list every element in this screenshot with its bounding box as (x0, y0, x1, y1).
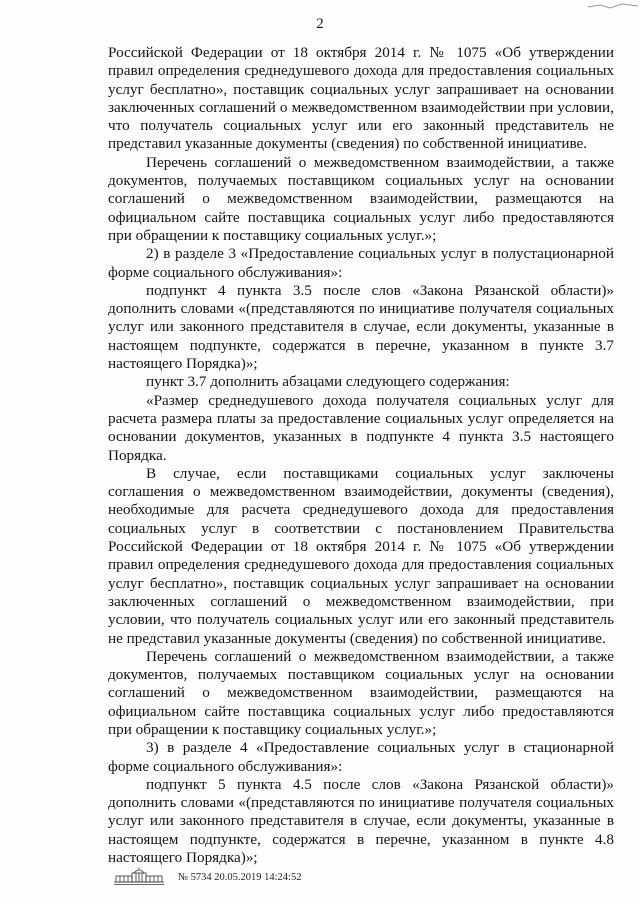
paragraph: «Размер среднедушевого дохода получателя социальных услуг для расчета размера платы за предоставление социальных услуг определяется на основании документов, указанных в подпункте 4 пункта 3.5 настоящего Порядка. (108, 391, 614, 464)
scan-artifact (580, 0, 640, 12)
paragraph: 3) в разделе 4 «Предоставление социальных услуг в стационарной форме социального обслуживания»: (108, 739, 614, 775)
paragraph: подпункт 4 пункта 3.5 после слов «Закона Рязанской области)» дополнить словами «(представляются по инициативе получателя социальных услуг или законного представителя в случае, если документы, указанные в настоящем подпункте, содержатся в перечне, указанном в пункте 3.7 настоящего Порядка)»; (108, 281, 614, 373)
paragraph: В случае, если поставщиками социальных услуг заключены соглашения о межведомственном взаимодействии, документы (сведения), необходимые для расчета среднедушевого дохода для предоставления социальных услуг в соответствии с постановлением Правительства Российской Федерации от 18 октября 2014 г. № 1075 «Об утверждении правил определения среднедушевого дохода для предоставления социальных услуг бесплатно», поставщик социальных услуг запрашивает на основании заключенных соглашений о межведомственном взаимодействии, при условии, что получатель социальных услуг или его законный представитель не представил указанные документы (сведения) по собственной инициативе. (108, 464, 614, 647)
paragraph: подпункт 5 пункта 4.5 после слов «Закона Рязанской области)» дополнить словами «(представляются по инициативе получателя социальных услуг или законного представителя в случае, если документы, указанные в настоящем подпункте, содержатся в перечне, указанном в пункте 4.8 настоящего Порядка)»; (108, 775, 614, 867)
footer (110, 866, 301, 888)
paragraph: Перечень соглашений о межведомственном взаимодействии, а также документов, получаемых поставщиком социальных услуг на основании соглашений о межведомственном взаимодействии, размещаются на официальном сайте поставщика социальных услуг либо предоставляются при обращении к поставщику социальных услуг.»; (108, 647, 614, 738)
page-number: 2 (316, 16, 324, 32)
paragraph: 2) в разделе 3 «Предоставление социальных услуг в полустационарной форме социального обслуживания»: (108, 245, 614, 281)
paragraph: Российской Федерации от 18 октября 2014 г. № 1075 «Об утверждении правил определения среднедушевого дохода для предоставления социальных услуг бесплатно», поставщик социальных услуг запрашивает на основании заключенных соглашений о межведомственном взаимодействии при условии, что получатель социальных услуг или его законный представитель не представил указанные документы (сведения) по собственной инициативе. (108, 44, 614, 153)
registration-stamp: № 5734 20.05.2019 14:24:52 (178, 871, 302, 883)
document-body (108, 44, 614, 867)
paragraph: Перечень соглашений о межведомственном взаимодействии, а также документов, получаемых поставщиком социальных услуг на основании соглашений о межведомственном взаимодействии, размещаются на официальном сайте поставщика социальных услуг либо предоставляются при обращении к поставщику социальных услуг.»; (108, 153, 614, 244)
paragraph: пункт 3.7 дополнить абзацами следующего содержания: (146, 373, 510, 391)
building-logo-icon (110, 867, 168, 887)
